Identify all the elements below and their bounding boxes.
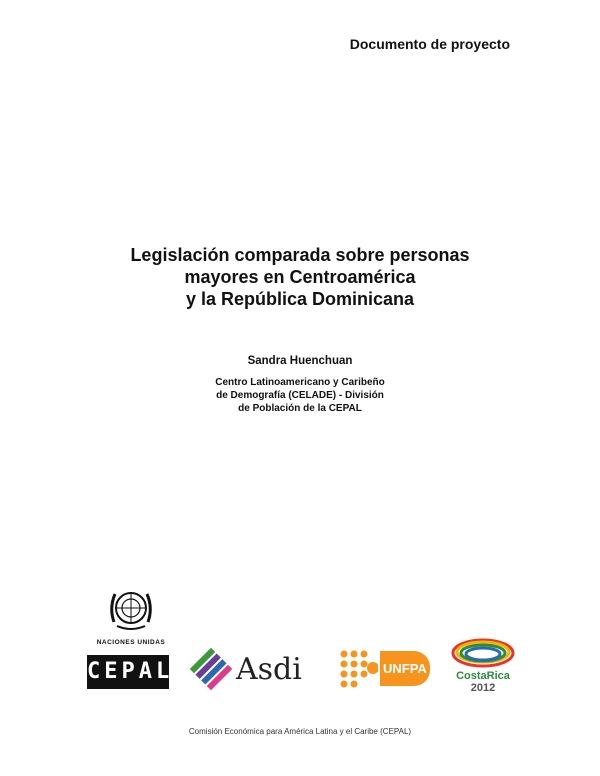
title-line-3: y la República Dominicana	[185, 289, 415, 309]
costa-rica-swirl-icon	[448, 633, 518, 669]
unfpa-logo	[338, 648, 430, 688]
document-type-label: Documento de proyecto	[349, 36, 510, 52]
author-affiliation	[0, 376, 600, 415]
author-name: Sandra Huenchuan	[247, 355, 353, 367]
costa-rica-year: 2012	[470, 682, 496, 694]
affiliation-line-2: de Demografía (CELADE) - División	[216, 390, 384, 401]
cepal-logo: CEPAL	[87, 655, 169, 689]
asdi-wordmark: Asdi	[236, 651, 302, 687]
title-line-2: mayores en Centroamérica	[184, 267, 416, 287]
un-caption: NACIONES UNIDAS	[96, 639, 166, 646]
costa-rica-name: CostaRica	[456, 670, 510, 682]
affiliation-line-1: Centro Latinoamericano y Caribeño	[215, 377, 385, 388]
footer-publisher: Comisión Económica para América Latina y el Caribe (CEPAL)	[188, 727, 412, 736]
unfpa-wordmark: UNFPA	[380, 651, 430, 686]
asdi-logo	[190, 645, 302, 693]
document-title	[0, 244, 600, 310]
costa-rica-2012-logo	[443, 633, 523, 694]
title-line-1: Legislación comparada sobre personas	[130, 245, 470, 265]
un-logo	[94, 586, 168, 646]
un-emblem-icon	[105, 586, 157, 632]
asdi-mark-icon	[190, 648, 232, 690]
affiliation-line-3: de Población de la CEPAL	[238, 403, 362, 414]
unfpa-dots-icon	[338, 648, 378, 688]
